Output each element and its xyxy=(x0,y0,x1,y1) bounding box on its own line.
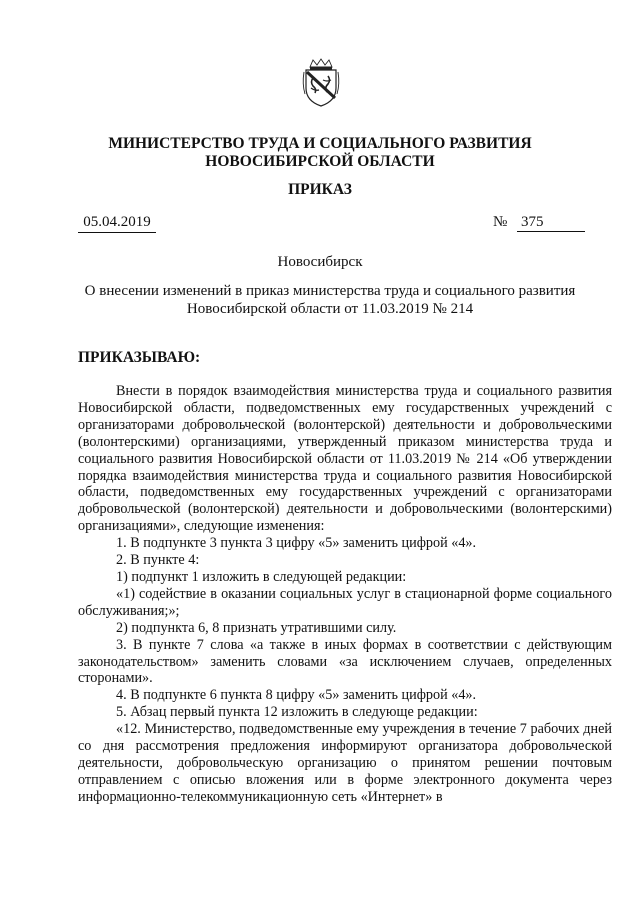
number-label: № xyxy=(493,214,508,230)
city-name: Новосибирск xyxy=(277,254,363,270)
ministry-name-line1: МИНИСТЕРСТВО ТРУДА И СОЦИАЛЬНОГО РАЗВИТИЯ xyxy=(108,135,532,152)
body-paragraph: 2) подпункта 6, 8 признать утратившими силу. xyxy=(116,619,397,636)
document-number: 375 xyxy=(517,213,585,232)
body-paragraph: 4. В подпункте 6 пункта 8 цифру «5» заменить цифрой «4». xyxy=(116,687,477,704)
body-paragraph: «1) содействие в оказании социальных услуг в стационарной форме социального обслуживания;»; xyxy=(78,585,612,619)
order-word: ПРИКАЗЫВАЮ: xyxy=(78,349,201,366)
body-paragraph: 3. В пункте 7 слова «а также в иных формах в соответствии с действующим законодательством» заменить словами «за исключением случаев, определенных сторонами». xyxy=(78,636,612,687)
document-date: 05.04.2019 xyxy=(78,213,156,233)
document-body xyxy=(78,383,612,806)
body-paragraph: Внести в порядок взаимодействия министерства труда и социального развития Новосибирской области, подведомственных ему государственных учреждений с организаторами добровольческой (волонтерской) деятельности и добровольческими (волонтерскими) организациями, утвержденный приказом министерства труда и социального развития Новосибирской области от 11.03.2019 № 214 «Об утверждении порядка взаимодействия министерства труда и социального развития Новосибирской области, подведомственных ему государственных учреждений с организаторами добровольческой (волонтерской) деятельности и добровольческими (волонтерскими) организациями», следующие изменения: xyxy=(78,383,612,535)
ministry-name xyxy=(60,135,580,171)
subject-line1: О внесении изменений в приказ министерства труда и социального развития xyxy=(84,283,576,299)
body-paragraph: 2. В пункте 4: xyxy=(116,552,200,569)
body-paragraph: 1) подпункт 1 изложить в следующей редакции: xyxy=(116,568,407,585)
novosibirsk-coat-of-arms-icon xyxy=(301,58,341,108)
body-paragraph: 1. В подпункте 3 пункта 3 цифру «5» заменить цифрой «4». xyxy=(116,535,477,552)
subject-line2: Новосибирской области от 11.03.2019 № 214 xyxy=(186,301,474,317)
document-subject xyxy=(70,282,590,318)
body-paragraph: 5. Абзац первый пункта 12 изложить в следующе редакции: xyxy=(116,704,478,721)
body-paragraph: «12. Министерство, подведомственные ему учреждения в течение 7 рабочих дней со дня рассмотрения предложения информируют организатора добровольческой деятельности, добровольческую организацию о принятом решении почтовым отправлением с описью вложения или в форме электронного документа через информационно-телекоммуникационную сеть «Интернет» в xyxy=(78,721,612,805)
ministry-name-line2: НОВОСИБИРСКОЙ ОБЛАСТИ xyxy=(205,153,435,170)
document-type: ПРИКАЗ xyxy=(288,181,352,198)
